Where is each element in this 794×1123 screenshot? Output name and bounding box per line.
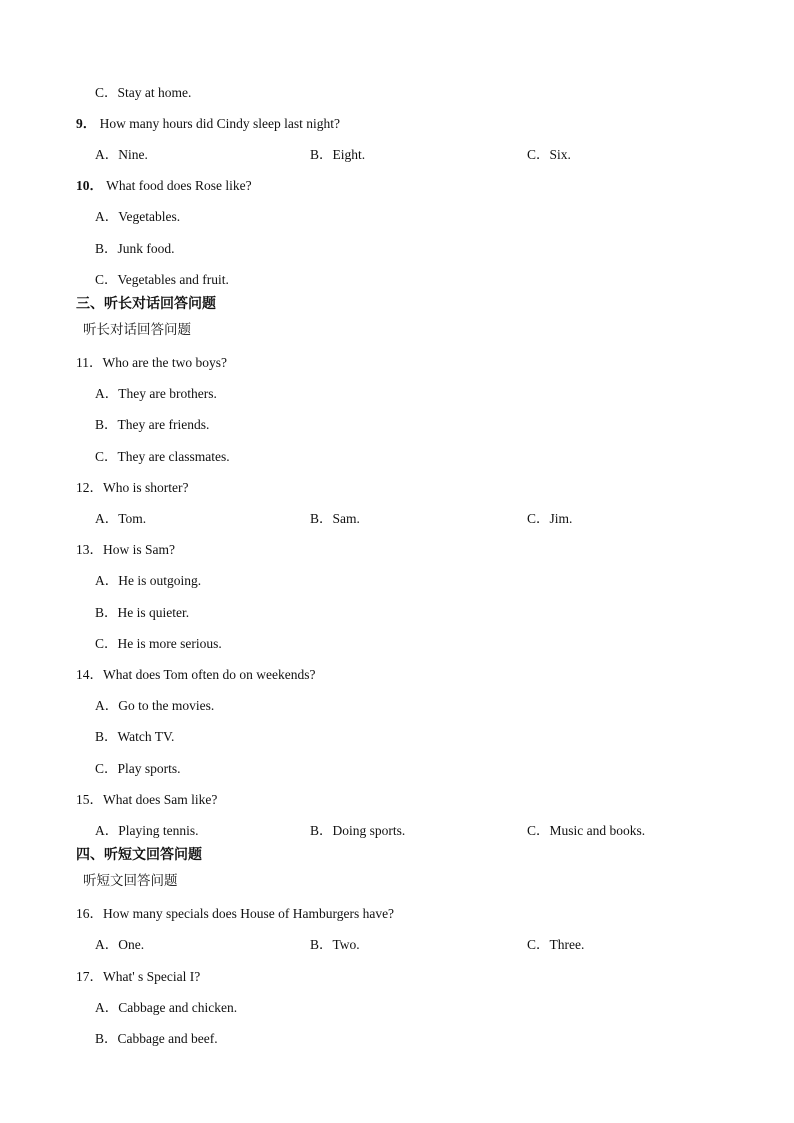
section-4-heading: 四、听短文回答问题 — [76, 847, 202, 863]
q11-option-c: C．They are classmates. — [95, 449, 230, 464]
q9-option-a: A．Nine. — [95, 147, 148, 162]
q16-option-c: C．Three. — [527, 937, 585, 952]
q10-option-c: C．Vegetables and fruit. — [95, 272, 229, 287]
q12-option-b: B．Sam. — [310, 511, 360, 526]
q13-option-b: B．He is quieter. — [95, 605, 190, 620]
q15-question: 15．What does Sam like? — [76, 792, 218, 807]
q12-option-a: A．Tom. — [95, 511, 147, 526]
q15-option-a: A．Playing tennis. — [95, 823, 199, 838]
section-3-heading: 三、听长对话回答问题 — [76, 296, 216, 312]
question-number: 10． — [76, 178, 103, 193]
q9-question — [76, 116, 340, 132]
q11-option-a: A．They are brothers. — [95, 386, 217, 401]
section-3-instruction: 听长对话回答问题 — [83, 322, 191, 338]
q11-question: 11．Who are the two boys? — [76, 355, 227, 370]
q14-option-c: C．Play sports. — [95, 761, 181, 776]
q13-question: 13．How is Sam? — [76, 542, 175, 557]
q9-option-c: C．Six. — [527, 147, 571, 162]
q13-option-a: A．He is outgoing. — [95, 573, 202, 588]
q10-option-a: A．Vegetables. — [95, 209, 181, 224]
q12-question: 12．Who is shorter? — [76, 480, 189, 495]
q14-option-a: A．Go to the movies. — [95, 698, 215, 713]
q9-option-b: B．Eight. — [310, 147, 366, 162]
q11-option-b: B．They are friends. — [95, 417, 210, 432]
q10-question — [76, 178, 252, 194]
q15-option-b: B．Doing sports. — [310, 823, 406, 838]
q17-question: 17．What' s Special I? — [76, 969, 201, 984]
question-number: 9． — [76, 116, 97, 131]
q17-option-b: B．Cabbage and beef. — [95, 1031, 218, 1046]
q16-option-a: A．One. — [95, 937, 145, 952]
q8-option-c: C．Stay at home. — [95, 85, 192, 100]
q14-option-b: B．Watch TV. — [95, 729, 175, 744]
q16-option-b: B．Two. — [310, 937, 360, 952]
q17-option-a: A．Cabbage and chicken. — [95, 1000, 238, 1015]
question-text: What food does Rose like? — [106, 178, 252, 193]
q10-option-b: B．Junk food. — [95, 241, 175, 256]
q16-question: 16．How many specials does House of Hamburgers have? — [76, 906, 395, 921]
q12-option-c: C．Jim. — [527, 511, 573, 526]
question-text: How many hours did Cindy sleep last night? — [99, 116, 340, 131]
q14-question: 14．What does Tom often do on weekends? — [76, 667, 316, 682]
section-4-instruction: 听短文回答问题 — [83, 873, 178, 889]
q15-option-c: C．Music and books. — [527, 823, 646, 838]
q13-option-c: C．He is more serious. — [95, 636, 222, 651]
